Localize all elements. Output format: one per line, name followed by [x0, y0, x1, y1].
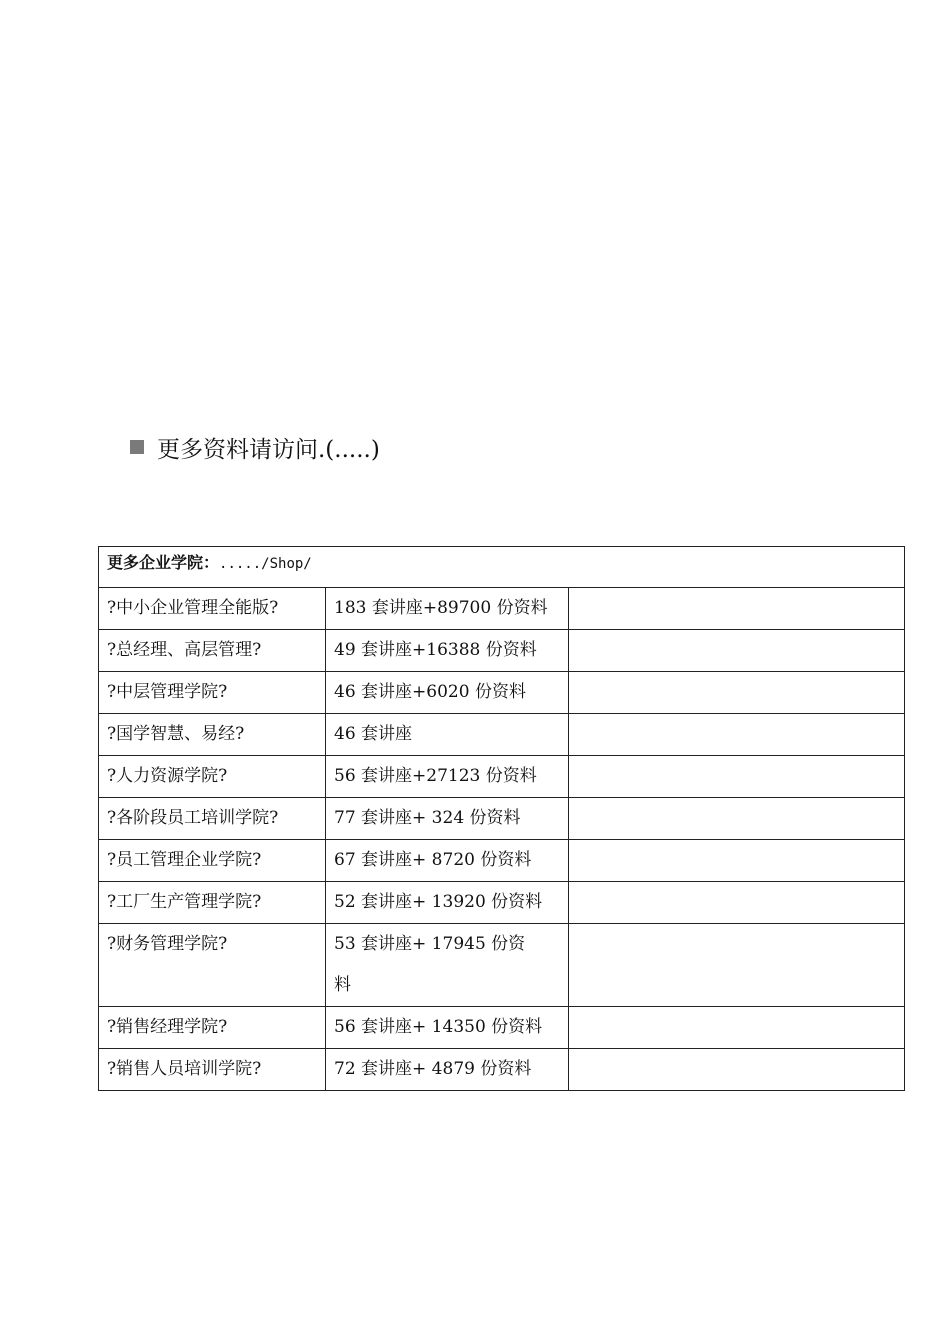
empty-cell — [569, 756, 905, 798]
course-detail: 183 套讲座+89700 份资料 — [326, 588, 569, 630]
table-header-row — [99, 547, 905, 588]
header-label: 更多企业学院： — [107, 553, 220, 572]
course-name: ?财务管理学院? — [99, 924, 326, 1007]
course-name: ?销售人员培训学院? — [99, 1049, 326, 1091]
empty-cell — [569, 588, 905, 630]
course-detail: 77 套讲座+ 324 份资料 — [326, 798, 569, 840]
course-name: ?员工管理企业学院? — [99, 840, 326, 882]
course-detail: 67 套讲座+ 8720 份资料 — [326, 840, 569, 882]
empty-cell — [569, 840, 905, 882]
empty-cell — [569, 1049, 905, 1091]
table-row — [99, 672, 905, 714]
table-row — [99, 630, 905, 672]
course-name: ?国学智慧、易经? — [99, 714, 326, 756]
course-detail: 56 套讲座+ 14350 份资料 — [326, 1007, 569, 1049]
empty-cell — [569, 630, 905, 672]
course-detail: 46 套讲座+6020 份资料 — [326, 672, 569, 714]
table-row — [99, 924, 905, 1007]
course-name: ?中小企业管理全能版? — [99, 588, 326, 630]
course-name: ?人力资源学院? — [99, 756, 326, 798]
course-detail: 72 套讲座+ 4879 份资料 — [326, 1049, 569, 1091]
course-detail: 56 套讲座+27123 份资料 — [326, 756, 569, 798]
square-bullet-icon — [130, 440, 144, 454]
course-name: ?销售经理学院? — [99, 1007, 326, 1049]
course-detail: 46 套讲座 — [326, 714, 569, 756]
header-url: ...../Shop/ — [219, 556, 312, 572]
course-detail: 52 套讲座+ 13920 份资料 — [326, 882, 569, 924]
more-info-line — [130, 430, 380, 464]
course-name: ?工厂生产管理学院? — [99, 882, 326, 924]
table-row — [99, 798, 905, 840]
table-header-cell — [99, 547, 905, 588]
course-detail: 53 套讲座+ 17945 份资料 — [326, 924, 569, 1007]
table-row — [99, 756, 905, 798]
course-name: ?各阶段员工培训学院? — [99, 798, 326, 840]
course-catalog-table — [98, 546, 905, 1091]
table-row — [99, 1007, 905, 1049]
empty-cell — [569, 882, 905, 924]
table-row — [99, 588, 905, 630]
empty-cell — [569, 714, 905, 756]
empty-cell — [569, 798, 905, 840]
table-row — [99, 840, 905, 882]
empty-cell — [569, 672, 905, 714]
empty-cell — [569, 924, 905, 1007]
more-info-text: 更多资料请访问.(.....) — [157, 436, 380, 463]
course-detail: 49 套讲座+16388 份资料 — [326, 630, 569, 672]
table-row — [99, 1049, 905, 1091]
course-name: ?中层管理学院? — [99, 672, 326, 714]
table-row — [99, 714, 905, 756]
table-row — [99, 882, 905, 924]
course-name: ?总经理、高层管理? — [99, 630, 326, 672]
empty-cell — [569, 1007, 905, 1049]
